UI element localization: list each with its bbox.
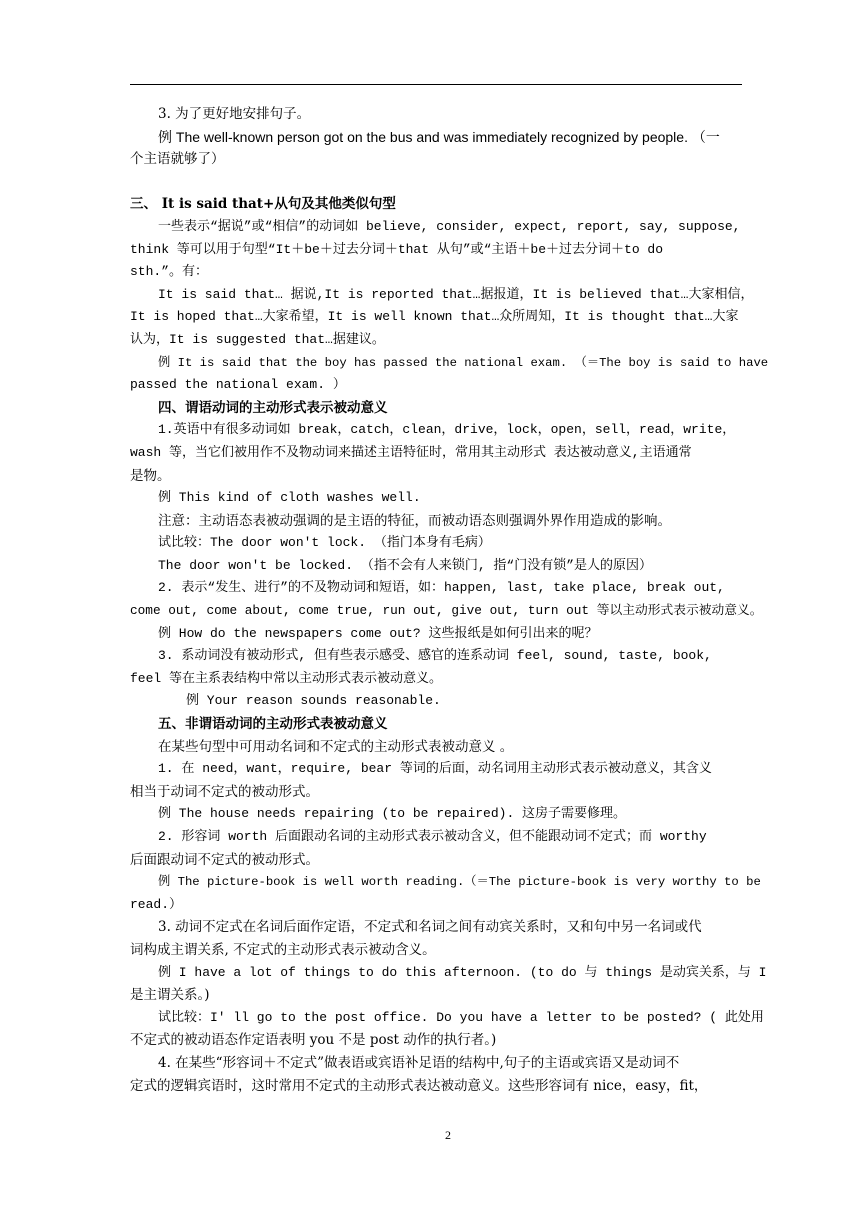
text-line: 一些表示“据说”或“相信”的动词如 believe, consider, expect, report, say, suppose,	[158, 218, 741, 234]
example-sentence: 例 How do the newspapers come out? 这些报纸是如何引出来的呢？	[158, 625, 598, 641]
text-line: feel 等在主系表结构中常以主动形式表示被动意义。	[130, 670, 443, 686]
text-line: 词构成主谓关系, 不定式的主动形式表示被动含义。	[130, 941, 436, 958]
section-heading-3: 三、 It is said that+从句及其他类似句型	[130, 196, 396, 213]
example-sentence: 例 The well-known person got on the bus and was immediately recognized by people. （一	[158, 128, 720, 145]
comparison-line: 试比较：The door won't lock. （指门本身有毛病）	[158, 535, 491, 551]
text-line: 个主语就够了）	[130, 151, 225, 168]
example-sentence: 例 The house needs repairing (to be repaired). 这房子需要修理。	[158, 806, 627, 822]
list-item: 2. 形容词 worth 后面跟动名词的主动形式表示被动含义，但不能跟动词不定式；而 worthy	[158, 829, 707, 844]
section-heading-4: 四、谓语动词的主动形式表示被动意义	[158, 399, 388, 416]
text-line: 后面跟动词不定式的被动形式。	[130, 851, 319, 868]
text-line: 是主谓关系。)	[130, 987, 210, 1004]
header-rule	[130, 84, 742, 85]
text-line: 在某些句型中可用动名词和不定式的主动形式表被动意义 。	[158, 738, 514, 755]
note-line: 注意：主动语态表被动强调的是主语的特征，而被动语态则强调外界作用造成的影响。	[158, 512, 671, 529]
section-heading-5: 五、非谓语动词的主动形式表被动意义	[158, 716, 388, 733]
example-sentence: 例 The picture-book is well worth reading.（＝The picture-book is very worthy to be	[158, 875, 761, 890]
text-line: 相当于动词不定式的被动形式。	[130, 783, 319, 800]
text-line: It is said that… 据说,It is reported that…据报道，It is believed that…大家相信，	[158, 286, 754, 302]
text-line: come out, come about, come true, run out, give out, turn out 等以主动形式表示被动意义。	[130, 603, 763, 619]
page-number: 2	[445, 1128, 451, 1142]
example-sentence: 例 I have a lot of things to do this afternoon. (to do 与 things 是动宾关系，与 I	[158, 964, 767, 980]
text-line: 不定式的被动语态作定语表明 you 不是 post 动作的执行者。)	[130, 1032, 497, 1049]
text-line: read.）	[130, 896, 183, 912]
text-line: 认为，It is suggested that…据建议。	[130, 331, 385, 347]
list-item: 4. 在某些“形容词＋不定式”做表语或宾语补足语的结构中,句子的主语或宾语又是动词不	[158, 1054, 680, 1071]
list-item: 3. 系动词没有被动形式, 但有些表示感受、感官的连系动词 feel, sound, taste, book,	[158, 648, 712, 664]
list-item: 3. 为了更好地安排句子。	[158, 106, 311, 122]
text-line: 定式的逻辑宾语时，这时常用不定式的主动形式表达被动意义。这些形容词有 nice，easy，fit，	[130, 1077, 708, 1094]
comparison-line: 试比较：I' ll go to the post office. Do you have a letter to be posted? ( 此处用	[158, 1009, 764, 1025]
example-sentence: 例 Your reason sounds reasonable.	[186, 693, 441, 709]
list-item: 3. 动词不定式在名词后面作定语，不定式和名词之间有动宾关系时，又和句中另一名词或代	[158, 919, 702, 936]
list-item: 1.英语中有很多动词如 break，catch，clean，drive，lock，open，sell，read，write，	[158, 422, 736, 438]
blank-line	[130, 171, 770, 194]
text-line: think 等可以用于句型“It＋be＋过去分词＋that 从句”或“主语＋be＋过去分词＋to do	[130, 241, 664, 257]
example-sentence: 例 It is said that the boy has passed the national exam. （＝The boy is said to have	[158, 355, 769, 370]
text-line: 是物。	[130, 467, 171, 484]
example-sentence: 例 This kind of cloth washes well.	[158, 490, 421, 506]
text-line: wash 等，当它们被用作不及物动词来描述主语特征时，常用其主动形式 表达被动意义,主语通常	[130, 444, 692, 460]
document-page	[130, 103, 770, 1097]
text-line: sth.”。有：	[130, 264, 209, 280]
comparison-line: The door won't be locked. （指不会有人来锁门, 指“门没有锁”是人的原因）	[158, 557, 653, 573]
text-line: passed the national exam. ）	[130, 377, 346, 393]
text-line: It is hoped that…大家希望，It is well known that…众所周知，It is thought that…大家	[130, 309, 739, 325]
list-item: 1. 在 need，want，require, bear 等词的后面，动名词用主动形式表示被动意义，其含义	[158, 761, 712, 777]
list-item: 2. 表示“发生、进行”的不及物动词和短语，如：happen, last, take place, break out,	[158, 580, 725, 596]
